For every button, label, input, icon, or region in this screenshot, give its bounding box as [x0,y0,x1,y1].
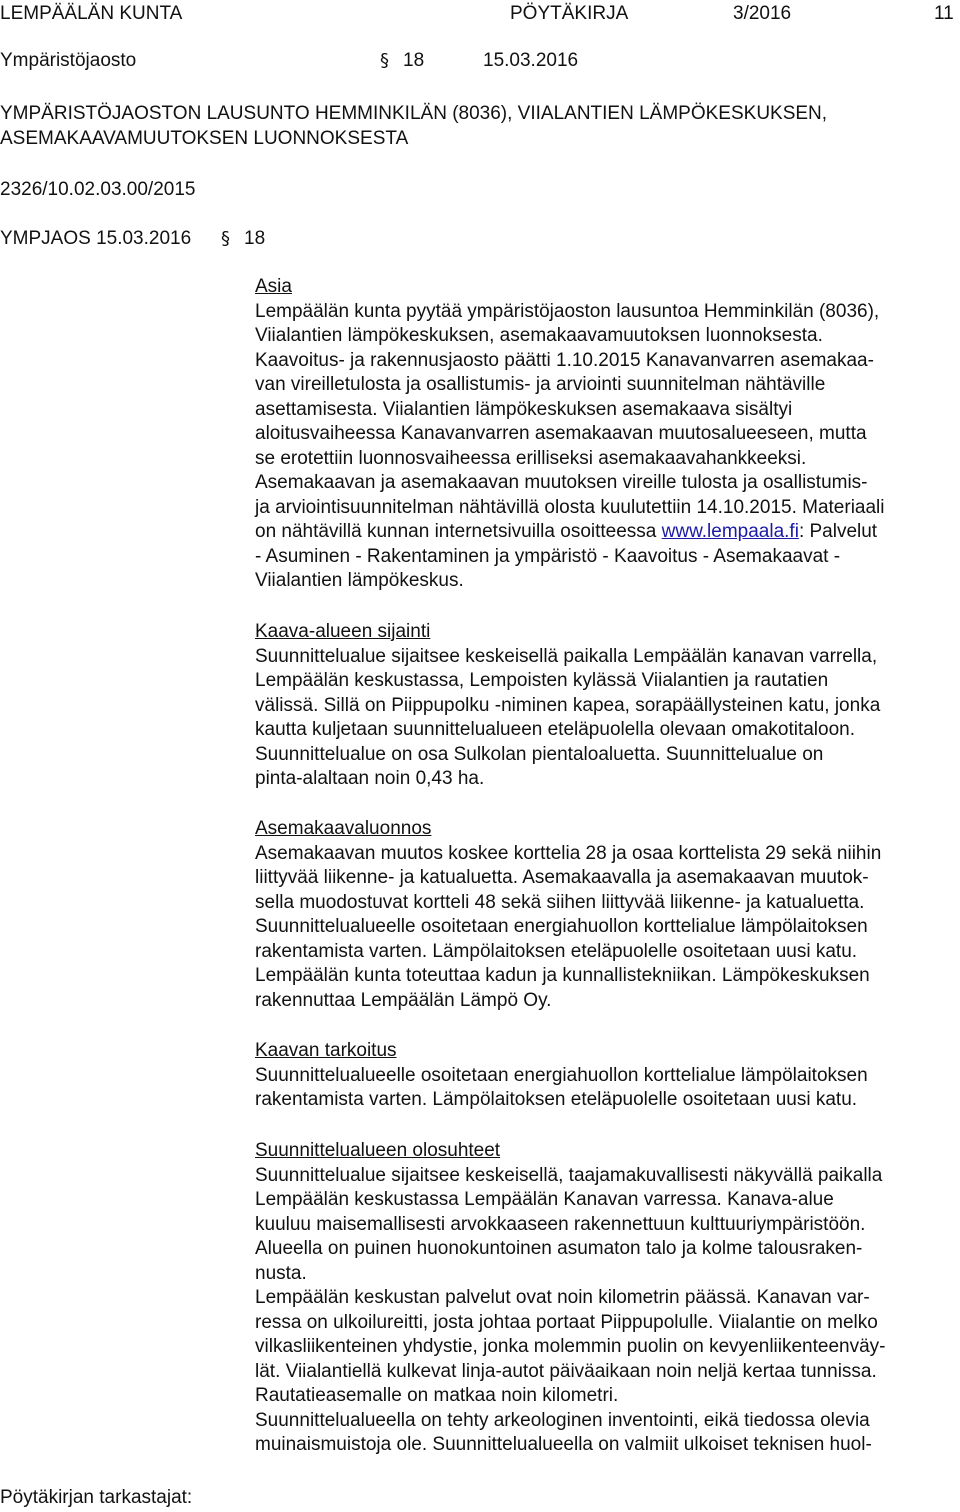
section-sign-icon: § [380,50,389,71]
body-line: rakentamista varten. Lämpölaitoksen eteläpuolelle osoitetaan uusi katu. [255,940,858,962]
minutes-reviewers-label: Pöytäkirjan tarkastajat: [0,1487,193,1508]
body-line: välissä. Sillä on Piippupolku -niminen kapea, sorapäällysteinen katu, jonka [255,694,881,716]
body-line: Suunnittelualue on osa Sulkolan pientaloaluetta. Suunnittelualue on [255,743,824,765]
section-heading: Kaavan tarkoitus [255,1040,397,1061]
body-line: Suunnittelualue sijaitsee keskeisellä, taajamakuvallisesti näkyvällä paikalla [255,1164,883,1186]
body-line: Lempäälän keskustan palvelut ovat noin kilometrin päässä. Kanavan var- [255,1287,870,1308]
section-olosuhteet [255,1139,955,1458]
body-text: : Palvelut [798,521,878,542]
section-asia [255,275,955,594]
document-type: PÖYTÄKIRJA [510,3,629,24]
body-line: pinta-alaltaan noin 0,43 ha. [255,768,485,789]
body-line: nusta. [255,1262,307,1284]
body-line: Viialantien lämpökeskus. [255,570,464,591]
body-line: asettamisesta. Viialantien lämpökeskuksen asemakaava sisältyi [255,398,793,420]
body-line: rakennuttaa Lempäälän Lämpö Oy. [255,989,552,1011]
document-title-line-1: YMPÄRISTÖJAOSTON LAUSUNTO HEMMINKILÄN (8036), VIIALANTIEN LÄMPÖKESKUKSEN, [0,103,828,124]
body-line: Lempäälän kunta toteuttaa kadun ja kunnallistekniikan. Lämpökeskuksen [255,965,870,986]
body-line: sella muodostuvat kortteli 48 sekä siihen liittyvää liikenne- ja katualuetta. [255,891,865,913]
body-line: Lempäälän keskustassa Lempäälän Kanavan varressa. Kanava-alue [255,1189,834,1210]
body-line: vilkasliikenteinen yhdystie, jonka molemmin puolin on kevyenliikenteenväy- [255,1336,886,1357]
body-line: - Asuminen - Rakentaminen ja ympäristö - Kaavoitus - Asemakaavat - [255,545,841,567]
section-tarkoitus [255,1039,955,1113]
body-line: liittyvää liikenne- ja katualuetta. Asemakaavalla ja asemakaavan muutok- [255,867,869,888]
body-line: Alueella on puinen huonokuntoinen asumaton talo ja kolme talousraken- [255,1238,863,1259]
body-line: van vireilletulosta ja osallistumis- ja arviointi suunnitelman nähtäville [255,374,826,395]
page-number: 11 [934,3,954,24]
body-line: Rautatieasemalle on matkaa noin kilometri. [255,1385,619,1406]
body-line: ja arviointisuunnitelman nähtävillä olosta kuulutettiin 14.10.2015. Materiaali [255,496,885,518]
section-heading: Asemakaavaluonnos [255,818,432,839]
section-sijainti [255,620,955,792]
meeting-reference: YMPJAOS 15.03.2016 [0,228,192,249]
body-line: Asemakaavan ja asemakaavan muutoksen vireille tulosta ja osallistumis- [255,472,868,493]
body-line: Viialantien lämpökeskuksen, asemakaavamuutoksen luonnoksesta. [255,325,823,346]
meeting-date: 15.03.2016 [483,50,579,71]
section-sign-icon: § [221,228,230,249]
body-line: lät. Viialantiellä kulkevat linja-autot päiväaikaan noin neljä kertaa tunnissa. [255,1360,877,1382]
body-line: Lempäälän keskustassa, Lempoisten kylässä Viialantien ja rautatien [255,670,829,691]
body-line: muinaismuistoja ole. Suunnittelualueella on valmiit ulkoiset teknisen huol- [255,1434,872,1455]
document-issue: 3/2016 [733,3,792,24]
body-line: se erotettiin luonnosvaiheessa erilliseksi asemakaavahankkeeksi. [255,447,807,469]
body-line-with-link [255,520,955,545]
body-line: Lempäälän kunta pyytää ympäristöjaoston lausuntoa Hemminkilän (8036), [255,300,880,322]
committee-name: Ympäristöjaosto [0,50,137,71]
body-line: aloitusvaiheessa Kanavanvarren asemakaavan muutosalueeseen, mutta [255,423,867,444]
body-line: Asemakaavan muutos koskee korttelia 28 ja osaa korttelista 29 sekä niihin [255,842,882,864]
body-text: on nähtävillä kunnan internetsivuilla osoitteessa [255,521,657,542]
body-line: Suunnittelualueella on tehty arkeologinen inventointi, eikä tiedossa olevia [255,1409,870,1431]
section-heading: Kaava-alueen sijainti [255,621,431,642]
body-line: kuuluu maisemallisesti arvokkaaseen rakennettuun kulttuuriympäristöön. [255,1213,866,1235]
body-line: Suunnittelualueelle osoitetaan energiahuollon korttelialue lämpölaitoksen [255,1064,868,1086]
body-line: Suunnittelualueelle osoitetaan energiahuollon korttelialue lämpölaitoksen [255,916,868,937]
body-line: Suunnittelualue sijaitsee keskeisellä paikalla Lempäälän kanavan varrella, [255,645,878,667]
section-luonnos [255,817,955,1013]
document-title-line-2: ASEMAKAAVAMUUTOKSEN LUONNOKSESTA [0,128,409,149]
municipality-name: LEMPÄÄLÄN KUNTA [0,3,183,24]
body-line: rakentamista varten. Lämpölaitoksen eteläpuolelle osoitetaan uusi katu. [255,1089,858,1110]
section-number: 18 [403,50,425,71]
record-id: 2326/10.02.03.00/2015 [0,179,196,200]
section-heading: Suunnittelualueen olosuhteet [255,1140,501,1161]
body-line: Kaavoitus- ja rakennusjaosto päätti 1.10.2015 Kanavanvarren asemakaa- [255,349,874,371]
section-heading: Asia [255,276,292,297]
body-line: ressa on ulkoilureitti, josta johtaa portaat Piippupolulle. Viialantie on melko [255,1311,878,1333]
body-line: kautta kuljetaan suunnittelualueen eteläpuolella olevaan omakotitaloon. [255,719,855,740]
reference-section-number: 18 [244,228,266,249]
municipality-website-link[interactable]: www.lempaala.fi [661,521,799,542]
